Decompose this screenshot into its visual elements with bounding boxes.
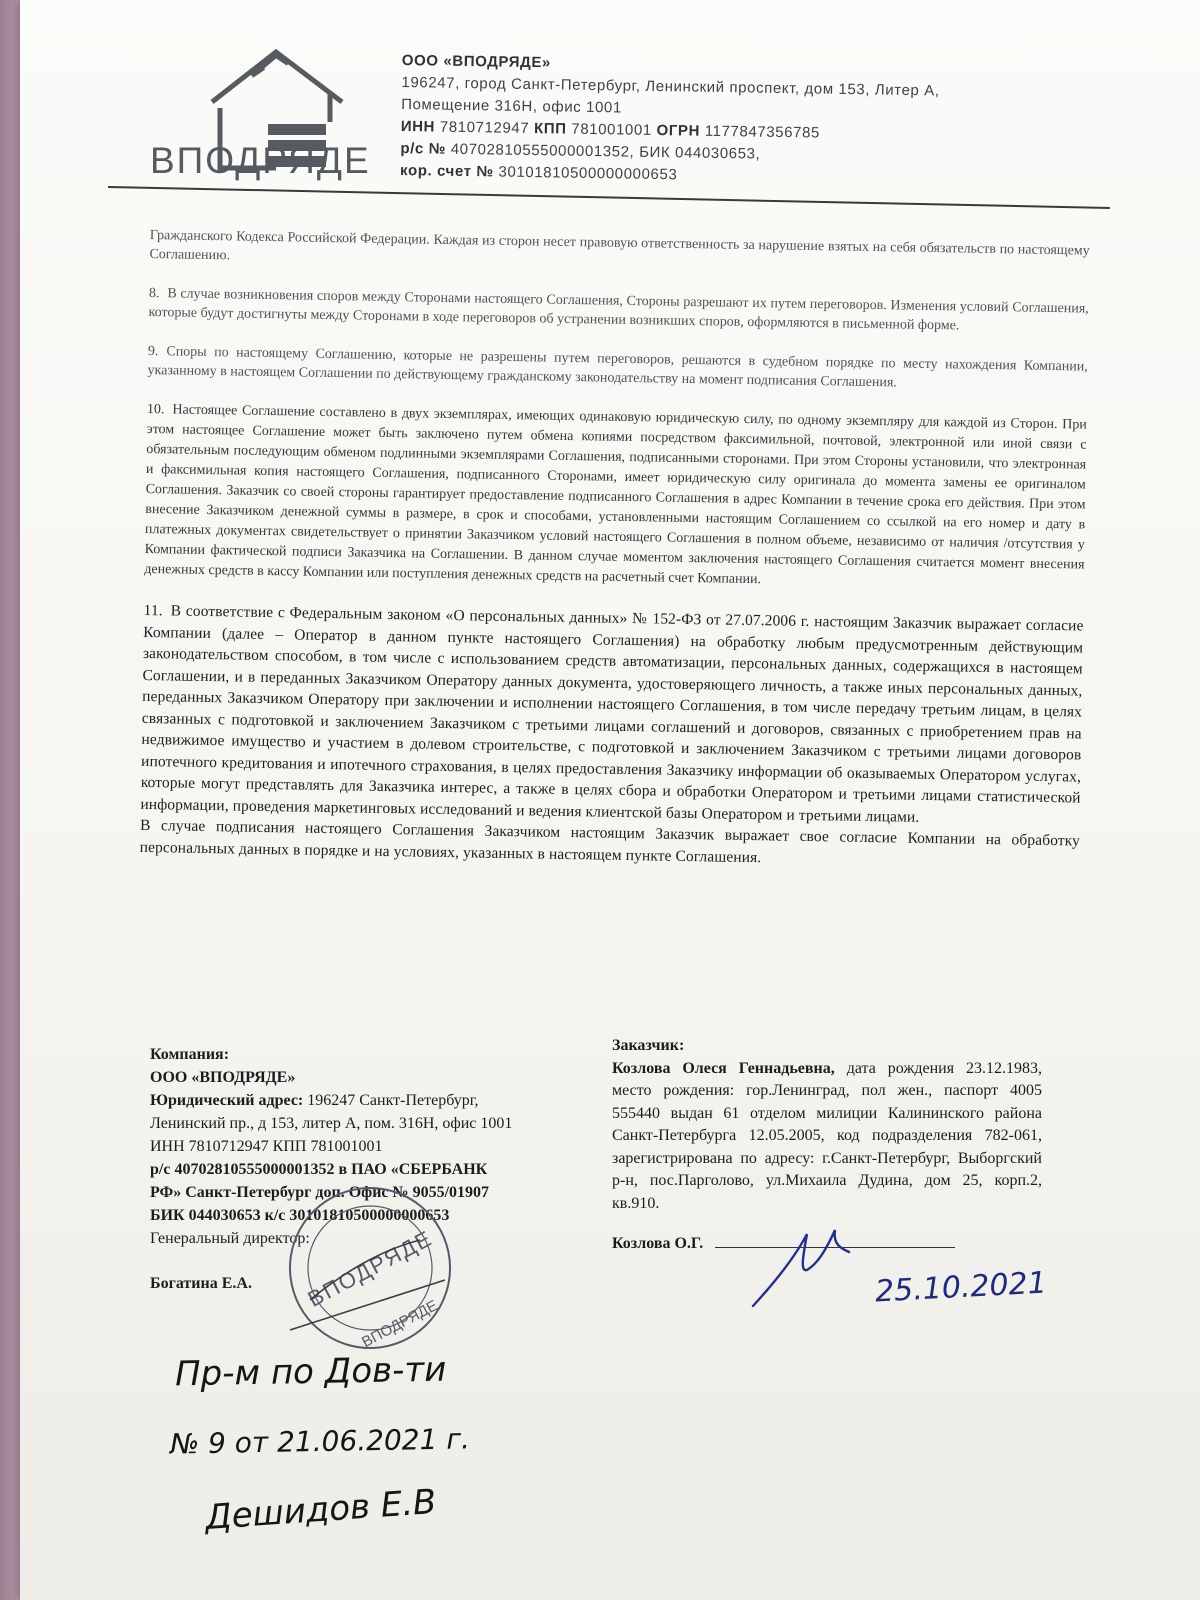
handwritten-note-line3: Дешидов Е.В: [203, 1481, 438, 1539]
director-name: Богатина Е.А.: [150, 1275, 252, 1292]
company-bank-account: р/с 40702810555000001352 в ПАО «СБЕРБАНК: [150, 1161, 488, 1178]
company-bank-branch: РФ» Санкт-Петербург доп. Офис № 9055/01907: [150, 1184, 490, 1201]
company-block-name: ООО «ВПОДРЯДЕ»: [150, 1069, 296, 1086]
company-details: [400, 50, 1102, 193]
company-inn-kpp: ИНН 7810712947 КПП 781001001: [150, 1138, 383, 1155]
clause-8: 8. В случае возникновения споров между Сторонами настоящего Соглашения, Стороны разрешают их путем переговоров. Изменения условий Соглашения, которые будут достигнуты между Сторонами в ходе переговоров об устранении возникших споров, оформляются в письменной форме.: [148, 285, 1089, 334]
clause-11: 11. В соответствие с Федеральным законом «О персональных данных» № 152-ФЗ от 27.07.2006 г. настоящим Заказчик выражает согласие Компании (далее – Оператор в данном пункте настоящего Соглашения) на обработку любым предусмотренным действующим законодательством способом, в том числе с использованием средств автоматизации, персональных данных, содержащихся в настоящем Соглашении, и в переданных Заказчиком Оператору данных документа, удостоверяющего личность, а также иных персональных данных, переданных Заказчиком Оператору при заключении и исполнении настоящего Соглашения, в том числе передачу третьим лицам, в целях связанных с подготовкой и заключением Заказчиком с третьими лицами соглашений и договоров, связанных с приобретением прав на недвижимое имущество и участием в долевом строительстве, с подготовкой и заключением Заказчиком с третьими лицами договоров ипотечного кредитования и ипотечного страхования, в целях предоставления Заказчику информации об оказываемых Оператором услугах, которые могут представлять для Заказчика интерес, а также в целях сбора и обработки Оператором и третьими лицами статистической информации, проведения маркетинговых исследований и ведения клиентской базы Оператором и третьими лицами.: [140, 601, 1084, 826]
handwritten-date: 25.10.2021: [874, 1265, 1048, 1310]
company-bik: БИК 044030653 к/с 30101810500000000653: [150, 1207, 450, 1224]
document-page: [20, 0, 1200, 1600]
company-address-line2: Помещение 316Н, офис 1001: [401, 95, 623, 117]
customer-name: Козлова Олеся Геннадьевна,: [612, 1059, 835, 1077]
company-address-line1: 196247, город Санкт-Петербург, Ленинский проспект, дом 153, Литер А,: [401, 73, 940, 100]
document-content: [139, 0, 1130, 1600]
svg-text:ВПОДРЯДЕ: ВПОДРЯДЕ: [303, 1225, 437, 1312]
handwritten-note-line1: Пр-м по Дов-ти: [174, 1349, 447, 1395]
director-title: Генеральный директор:: [150, 1230, 310, 1247]
company-codes: ИНН 7810712947 КПП 781001001 ОГРН 1177847356785: [400, 117, 821, 142]
company-corr-account: кор. счет № 30101810500000000653: [399, 161, 678, 184]
customer-details: Козлова Олеся Геннадьевна, дата рождения 23.12.1983, место рождения: гор.Ленинград, пол жен., паспорт 4005 555440 выдан 61 отделом милиции Калининского района Санкт-Петербурга 12.05.2005, код подразделения 782-061, зарегистрирована по адресу: г.Санкт-Петербург, Выборгский р-н, пос.Парголово, ул.Михаила Дудина, дом 25, корп.2, кв.910.: [612, 1059, 1043, 1212]
customer-signature-icon: [745, 1222, 865, 1312]
customer-heading: Заказчик:: [612, 1037, 685, 1054]
company-heading: Компания:: [150, 1046, 230, 1063]
company-legal-address: Юридический адрес: 196247 Санкт-Петербург,: [150, 1092, 479, 1109]
svg-text:ВПОДРЯДЕ: ВПОДРЯДЕ: [359, 1297, 441, 1352]
clause-9: 9. Споры по настоящему Соглашению, которые не разрешены путем переговоров, решаются в судебном порядке по месту нахождения Компании, указанному в настоящем Соглашении по действующему гражданскому законодательству на момент подписания Соглашения.: [147, 343, 1088, 391]
clause-10: 10. Настоящее Соглашение составлено в двух экземплярах, имеющих одинаковую юридическую силу, по одному экземпляру для каждой из Сторон. При этом настоящее Соглашение может быть заключено путем обмена копиями посредством факсимильной, почтовой, электронной или иной связи с обязательным последующим обменом подлинными экземплярами Соглашения, подписанными сторонами. При этом Стороны установили, что электронная и факсимильная копия настоящего Соглашения, подписанного Сторонами, имеет юридическую силу оригинала до момента замены ее оригиналом Соглашения. Заказчик со своей стороны гарантирует предоставление подписанного Соглашения в адрес Компании в течение срока его действия. При этом внесение Заказчиком денежной суммы в размере, в срок и способами, установленными настоящим Соглашением со ссылкой на его номер и дату в платежных документах свидетельствует о принятии Заказчиком условий настоящего Соглашения в полном объеме, независимо от наличия /отсутствия у Компании фактической подписи Заказчика на Соглашении. В данном случае моментом заключения настоящего Соглашения считается момент внесения денежных средств в кассу Компании или поступления денежных средств на расчетный счет Компании.: [144, 401, 1087, 588]
company-account: р/с № 40702810555000001352, БИК 044030653,: [400, 139, 761, 163]
logo-wordmark: ВПОДРЯДЕ: [150, 140, 371, 181]
handwritten-note-line2: № 9 от 21.06.2021 г.: [169, 1422, 471, 1461]
company-stamp-icon: [270, 1180, 470, 1355]
company-name: ООО «ВПОДРЯДЕ»: [401, 51, 552, 72]
customer-signature-name: Козлова О.Г.: [612, 1235, 704, 1252]
clause-11-consent: В случае подписания настоящего Соглашения Заказчиком настоящим Заказчик выражает свое согласие Компании на обработку персональных данных в порядке и на условиях, указанных в настоящем пункте Соглашения.: [139, 816, 1081, 866]
clause-7-tail: Гражданского Кодекса Российской Федерации. Каждая из сторон несет правовую ответственность за нарушение взятых на себя обязательств по настоящему Соглашению.: [149, 227, 1090, 264]
agreement-clauses: [140, 226, 1090, 873]
company-legal-address-2: Ленинский пр., д 153, литер А, пом. 316Н, офис 1001: [150, 1115, 513, 1132]
